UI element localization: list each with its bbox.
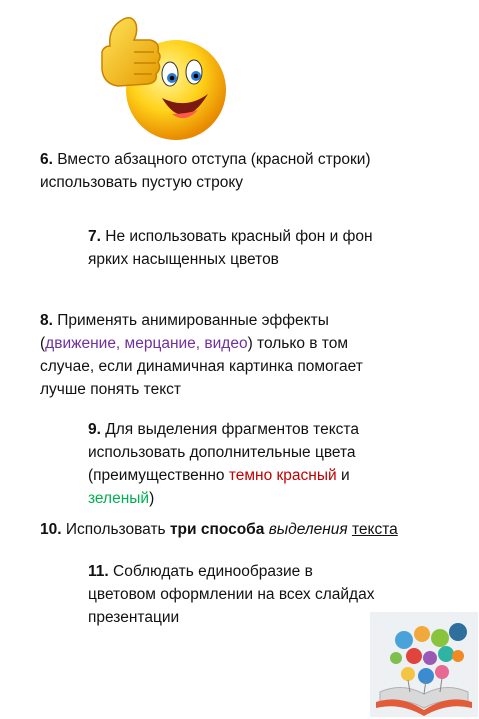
italic-example: выделения bbox=[268, 521, 348, 538]
green-highlight: зеленый bbox=[88, 490, 150, 507]
rule-text-line2: цветовом оформлении на всех слайдах bbox=[88, 586, 375, 603]
rule-number: 7. bbox=[88, 228, 101, 245]
rule-text: Применять анимированные эффекты bbox=[57, 312, 329, 329]
rule-10 bbox=[40, 518, 398, 541]
rule-8 bbox=[40, 309, 363, 401]
rule-text-line3b: и bbox=[336, 467, 350, 484]
rule-text-line3: презентации bbox=[88, 609, 180, 626]
rule-text-line4: лучше понять текст bbox=[40, 381, 182, 398]
rule-text-line4b: ) bbox=[149, 490, 155, 507]
rule-text: Использовать bbox=[65, 521, 170, 538]
rule-number: 8. bbox=[40, 312, 53, 329]
rule-text: Не использовать красный фон и фон bbox=[105, 228, 373, 245]
effects-highlight: движение, мерцание, видео bbox=[45, 335, 248, 352]
rule-9 bbox=[88, 418, 359, 510]
paren-close: ) bbox=[247, 335, 253, 352]
rule-11 bbox=[88, 560, 374, 629]
rule-text-line3a: (преимущественно bbox=[88, 467, 229, 484]
rule-text-line3: случае, если динамичная картинка помогает bbox=[40, 358, 363, 375]
rule-text-rest: только в том bbox=[252, 335, 349, 352]
rule-7 bbox=[88, 225, 373, 271]
paren-open: ( bbox=[40, 335, 46, 352]
rule-text-line2: использовать дополнительные цвета bbox=[88, 444, 356, 461]
rule-number: 11. bbox=[88, 563, 109, 580]
rule-text-line2: ярких насыщенных цветов bbox=[88, 251, 279, 268]
rule-text-line2: использовать пустую строку bbox=[40, 174, 244, 191]
book-education-icon bbox=[370, 612, 478, 717]
darkred-highlight: темно красный bbox=[228, 467, 337, 484]
thumbs-up-smiley-icon bbox=[88, 6, 228, 142]
underline-example: текста bbox=[351, 521, 398, 538]
bold-example: три способа bbox=[169, 521, 265, 538]
rule-text: Вместо абзацного отступа (красной строки) bbox=[57, 151, 371, 168]
rule-6 bbox=[40, 148, 371, 194]
rule-text: Соблюдать единообразие в bbox=[113, 563, 313, 580]
rule-number: 10. bbox=[40, 521, 62, 538]
rule-text: Для выделения фрагментов текста bbox=[105, 421, 359, 438]
rule-number: 9. bbox=[88, 421, 101, 438]
rule-number: 6. bbox=[40, 151, 53, 168]
